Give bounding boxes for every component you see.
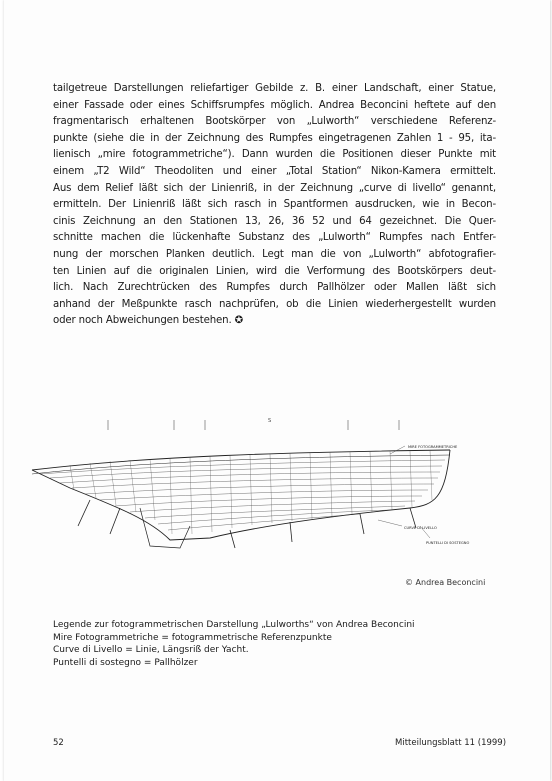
station-mark: S xyxy=(268,418,272,424)
body-line: einer Fassade oder eines Schiffsrumpfes möglich. Andrea Beconcini heftete auf den xyxy=(53,99,496,111)
label-level-curves: CURVE DI LIVELLO xyxy=(404,526,437,530)
body-line: cinis Zeichnung an den Stationen 13, 26, 36 52 und 64 gezeichnet. Die Quer- xyxy=(53,215,496,227)
body-line: ermitteln. Der Linienriß läßt sich rasch in Spantformen ausdrucken, wie in Becon- xyxy=(53,199,496,211)
hull-outline xyxy=(32,450,450,548)
body-line: ten Linien auf die originalen Linien, wird die Verformung des Bootskörpers deut- xyxy=(53,265,496,277)
label-leaders xyxy=(378,446,430,538)
level-curves xyxy=(40,460,445,530)
body-line: Aus dem Relief läßt sich der Linienriß, in der Zeichnung „curve di livello“ genannt, xyxy=(53,182,496,194)
body-line-last: oder noch Abweichungen bestehen. ✪ xyxy=(53,315,244,327)
page-number: 52 xyxy=(53,738,64,748)
image-credit: © Andrea Beconcini xyxy=(405,578,486,587)
body-line: fragmentarisch erhaltenen Bootskörper von „Lulworth“ verschiedene Referenz- xyxy=(53,116,496,128)
label-reference-points: MIRE FOTOGRAMMETRICHE xyxy=(408,445,458,449)
body-line: anhand der Meßpunkte rasch nachprüfen, ob die Linien wiederhergestellt wurden xyxy=(53,298,496,310)
body-line: punkte (siehe die in der Zeichnung des Rumpfes eingetragenen Zahlen 1 - 95, ita- xyxy=(53,132,496,144)
support-props xyxy=(78,500,416,548)
hull-drawing-figure xyxy=(30,408,500,578)
caption-line: Mire Fotogrammetriche = fotogrammetrische Referenzpunkte xyxy=(53,632,332,643)
figure-caption xyxy=(53,619,415,669)
body-line: schnitte machen die lückenhafte Substanz des „Lulworth“ Rumpfes nach Entfer- xyxy=(53,232,496,244)
body-line: lienisch „mire fotogrammetriche“). Dann wurden die Positionen dieser Punkte mit xyxy=(53,149,496,161)
caption-line: Curve di Livello = Linie, Längsriß der Yacht. xyxy=(53,645,249,655)
station-ticks xyxy=(108,420,399,430)
body-line: lich. Nach Zurechtrücken des Rumpfes durch Pallhölzer oder Mallen läßt sich xyxy=(53,282,496,294)
body-line: nung der morschen Planken deutlich. Legt man die von „Lulworth“ abfotografier- xyxy=(53,248,496,260)
caption-line: Puntelli di sostegno = Pallhölzer xyxy=(53,657,198,668)
hull-drawing xyxy=(30,408,500,578)
body-line: tailgetreue Darstellungen reliefartiger Gebilde z. B. einer Landschaft, einer Statue, xyxy=(53,83,496,94)
journal-footer: Mitteilungsblatt 11 (1999) xyxy=(395,738,507,748)
caption-line: Legende zur fotogrammetrischen Darstellung „Lulworths“ von Andrea Beconcini xyxy=(53,620,415,630)
frame-lines xyxy=(70,450,432,534)
article-body xyxy=(53,81,496,330)
body-line: einem „T2 Wild“ Theodoliten und einer „Total Station“ Nikon-Kamera ermittelt. xyxy=(53,165,496,177)
label-supports: PUNTELLI DI SOSTEGNO xyxy=(426,541,470,545)
